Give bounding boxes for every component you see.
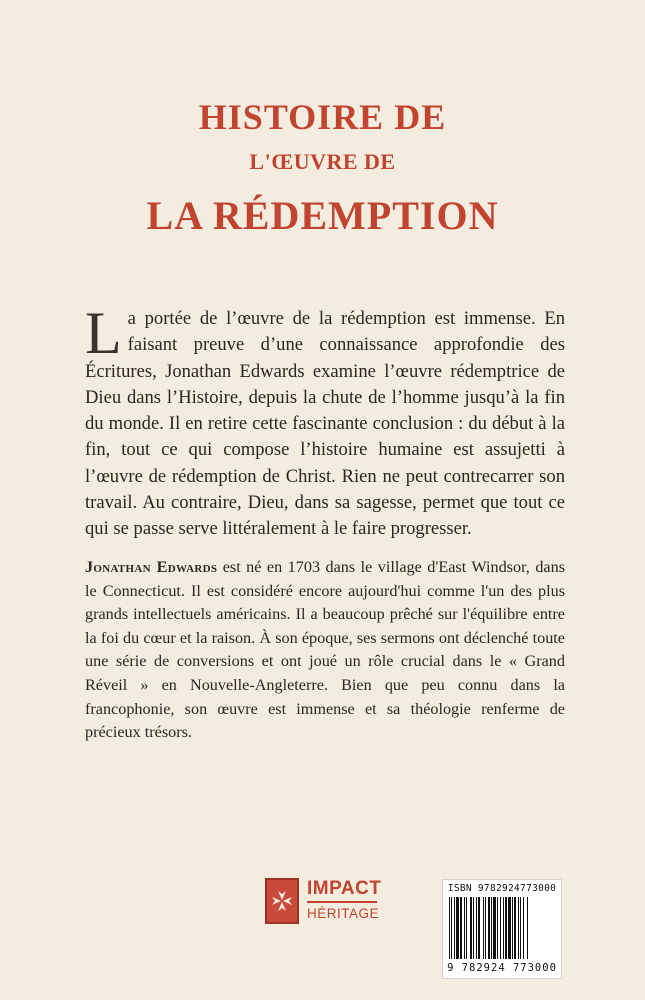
isbn-label: ISBN 9782924773000 [447, 883, 557, 894]
barcode-bar [528, 897, 529, 959]
summary-paragraph [85, 300, 565, 543]
barcode-bars [449, 897, 557, 959]
title-line-1: HISTOIRE DE [198, 97, 447, 137]
author-bio-text: est né en 1703 dans le village d'East Windsor, dans le Connecticut. Il est considéré encore aujourd'hui comme l'un des plus grands intellectuels américains. Il a beaucoup prêché sur l'équilibre entre la foi du cœur et la raison. À son époque, ses sermons ont déclenché toute une série de conversions et ont joué un rôle crucial dans le « Grand Réveil » en Nouvelle-Angleterre. Bien que peu connu dans la francophonie, son œuvre est immense et sa théologie renferme de précieux trésors. [85, 558, 565, 742]
isbn-barcode [442, 879, 562, 979]
title-line-2: L'ŒUVRE DE [249, 149, 396, 174]
maltese-cross-icon [265, 878, 299, 924]
logo-divider [307, 901, 377, 903]
summary-text: a portée de l’œuvre de la rédemption est immense. En faisant preuve d’une connaissance approfondie des Écritures, Jonathan Edwards examine l’œuvre rédemptrice de Dieu dans l’Histoire, depuis la chute de l’homme jusqu’à la fin du monde. Il en retire cette fascinante conclusion : du début à la fin, tout ce qui compose l’histoire humaine est assujetti à l’œuvre de rédemption de Christ. Rien ne peut contrecarrer son travail. Au contraire, Dieu, dans sa sagesse, permet que tout ce qui se passe serve littéralement à le faire progresser. [85, 308, 565, 540]
publisher-name: IMPACT [307, 878, 382, 899]
publisher-logo [265, 878, 385, 926]
book-title [0, 94, 645, 240]
drop-cap: L [85, 300, 122, 366]
barcode-digits: 9 782924 773000 [447, 962, 557, 974]
author-bio [85, 556, 565, 745]
publisher-subname: HÉRITAGE [307, 906, 380, 921]
author-name: Jonathan Edwards [85, 558, 218, 576]
title-line-3: LA RÉDEMPTION [146, 193, 499, 238]
